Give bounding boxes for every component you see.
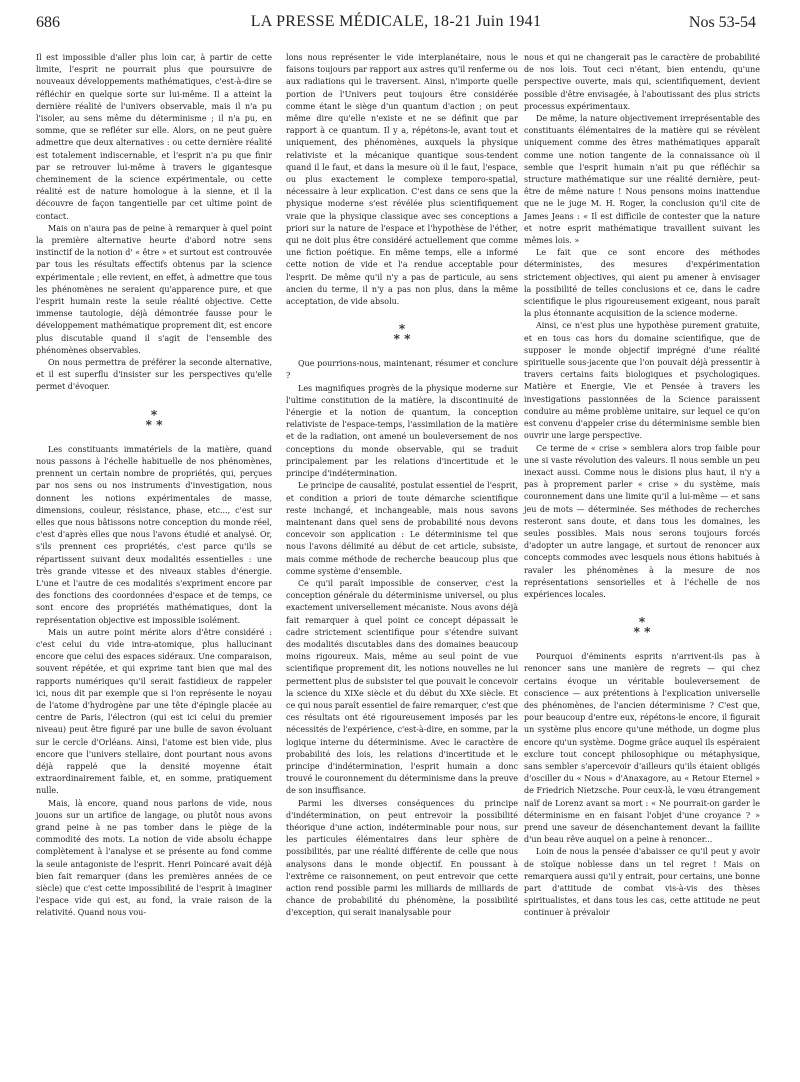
column-1 bbox=[36, 52, 272, 920]
section-separator: * * * bbox=[393, 322, 411, 347]
paragraph: Mais on n'aura pas de peine à remarquer à quel point la première alternative heurte d'abord notre sens instinctif de la notion d' « être » et surtout est controuvée par tous les résultats effectifs obtenus par la science expérimentale ; elle revient, en effet, à admettre que tous les phénomènes ne seraient qu'apparence pure, et que l'esprit humain reste la seule réalité objective. Cette immense tautologie, déjà démontrée fausse pour le développement mathématique proprement dit, est encore plus discutable quand il s'agit de l'ensemble des phénomènes observables. bbox=[36, 223, 272, 355]
paragraph: On nous permettra de préférer la seconde alternative, et il est superflu d'insister sur les perspectives qu'elle permet d'évoquer. bbox=[36, 358, 272, 392]
paragraph: Il est impossible d'aller plus loin car, à partir de cette limite, l'esprit ne pourrait plus que poursuivre de nouveaux développements mathématiques, c'est-à-dire se réfléchir en quelque sorte sur lui-même. Il a atteint la dernière réalité de l'univers observable, mais il n'a pu l'isoler, au sens même du déterminisme ; il n'a pu, en somme, que se refléter sur elle. Alors, on ne peut guère admettre que deux alternatives : ou cette dernière réalité est totalement indiscernable, et l'esprit n'a pu que finir par se retrouver lui-même à travers le gigantesque cheminement de la science expérimentale, ou cette réalité est de nature homologue à la sienne, et il la découvre de façon tangentielle par cet ultime point de contact. bbox=[36, 53, 272, 221]
journal-title: LA PRESSE MÉDICALE, 18-21 Juin 1941 bbox=[250, 13, 542, 30]
paragraph: Les constituants immatériels de la matière, quand nous passons à l'échelle habituelle de nos phénomènes, prennent un certain nombre de propriétés, qui, perçues par nos sens ou nos instruments d'investigation, nous donnent les notions expérimentales de masse, dimensions, couleur, résistance, phase, etc..., c'est sur elles que nous bâtissons notre conception du monde réel, c'est d'après elles que nous l'avons étudié et analysé. Or, s'ils prennent ces propriétés, c'est parce qu'ils se répartissent suivant deux modalités essentielles : une très grande vitesse et des niveaux stables d'énergie. L'une et l'autre de ces modalités s'expriment encore par des fonctions des coordonnées d'espace et de temps, ce sont encore des propriétés mathématiques, dont la représentation objective est impossible isolément. bbox=[36, 444, 272, 625]
paragraph: Le fait que ce sont encore des méthodes déterministes, des mesures d'expérimentation strictement objectives, qui aient pu amener à envisager la possibilité de telles conclusions et ce, dans le cadre scientifique le plus rigoureusement exigeant, nous paraît la plus étonnante acquisition de la science moderne. bbox=[524, 248, 760, 319]
paragraph: Ce qu'il paraît impossible de conserver, c'est la conception générale du déterminisme universel, ou plus exactement universellement mécaniste. Nous avons déjà fait remarquer à quel point ce concept dépassait le cadre strictement scientifique pour s'étendre suivant des modalités discutables dans des domaines beaucoup moins rigoureux. Mais, même au seul point de vue scientifique proprement dit, les notions nouvelles ne lui permettent plus de subsister tel que pouvait le concevoir la science du XIXe siècle et du début du XXe siècle. Et ce qui nous paraît essentiel de faire remarquer, c'est que ces résultats ont été rigoureusement imposés par les nécessités de l'expérience, c'est-à-dire, en somme, par la logique interne du déterminisme. Avec le caractère de probabilité des lois, les relations d'incertitude et le principe d'indétermination, l'esprit humain a donc trouvé le couronnement du déterminisme dans la preuve de son insuffisance. bbox=[286, 578, 518, 796]
paragraph: Pourquoi d'éminents esprits n'arrivent-ils pas à renoncer sans une manière de regrets — qui chez certains évoque un véritable bouleversement de conscience — aux prétentions à l'explication universelle des phénomènes, de l'ancien déterminisme ? C'est que, pour beaucoup d'entre eux, répétons-le encore, il figurait un système plus encore qu'une méthode, un dogme plus encore qu'un système. Dogme grâce auquel ils espéraient exclure tout concept philosophique ou métaphysique, sans sembler s'apercevoir d'ailleurs qu'ils étaient obligés d'osciller du « Nous » d'Anaxagore, au « Retour Eternel » de Friedrich Nietzsche. Pour ceux-là, le vœu étrangement naïf de Lorenz avant sa mort : « Ne pourrait-on garder le déterminisme en en faisant l'objet d'une croyance ? » prend une saveur de désenchantement devant la faillite d'un beau rêve auquel on a peine à renoncer... bbox=[524, 652, 760, 845]
column-2 bbox=[286, 52, 518, 920]
paragraph: Ainsi, ce n'est plus une hypothèse purement gratuite, et en tous cas hors du domaine scientifique, que de supposer le monde objectif imprégné d'une réalité spirituelle sous-jacente que l'on pouvait déjà pressentir à travers certains faits biologiques et psychologiques. Matière et Energie, Vie et Pensée à travers les investigations passionnées de la Science paraissent conduire au même problème unitaire, sur lequel ce qu'on est convenu d'appeler crise du déterminisme semble bien ouvrir une large perspective. bbox=[524, 321, 760, 441]
section-separator: * * * bbox=[633, 615, 651, 640]
issue-number: Nos 53-54 bbox=[688, 14, 756, 31]
column-3 bbox=[524, 52, 760, 920]
paragraph: Parmi les diverses conséquences du principe d'indétermination, on peut entrevoir la possibilité théorique d'une action, indéterminable pour nous, sur les particules élémentaires dans leur sphère de possibilités, par une réalité différente de celle que nous analysons dans le monde objectif. En poussant à l'extrême ce raisonnement, on peut entrevoir que cette action rend possible parmi les milliards de milliards de chance de probabilité du phénomène, la possibilité d'exception, qui serait inanalysable pour bbox=[286, 798, 518, 918]
paragraph: nous et qui ne changerait pas le caractère de probabilité de nos lois. Tout ceci n'étant, bien entendu, qu'une perspective ouverte, mais qui, scientifiquement, devient possible d'être envisagée, à l'aboutissant des plus stricts processus expérimentaux. bbox=[524, 53, 760, 111]
paragraph: Ce terme de « crise » semblera alors trop faible pour une si vaste révolution des valeurs. Il nous semble un peu inexact aussi. Comme nous le disions plus haut, il n'y a pas à proprement parler « crise » du système, mais couronnement dans une limite qu'il a lui-même — et sans jeu de mots — déterminée. Ses méthodes de recherches resteront sans doute, et dans tous les domaines, les seules possibles. Mais nous serons toujours forcés d'adopter un autre langage, et surtout de renoncer aux concepts commodes avec lesquels nous étions habitués à ravaler les phénomènes à la mesure de nos représentations sensorielles et à l'échelle de nos expériences locales. bbox=[524, 443, 760, 599]
paragraph: Loin de nous la pensée d'abaisser ce qu'il peut y avoir de stoïque noblesse dans un tel regret ! Mais on remarquera aussi qu'il y entrait, pour certains, une bonne part d'attitude de combat vis-à-vis des thèses spiritualistes, et dans tous les cas, cette attitude ne peut continuer à prévaloir bbox=[524, 847, 760, 918]
section-separator: * * * bbox=[145, 407, 163, 432]
paragraph: Les magnifiques progrès de la physique moderne sur l'ultime constitution de la matière, la discontinuité de l'énergie et la notion de quantum, la conception relativiste de l'espace-temps, l'assimilation de la matière et de la radiation, ont amené un bouleversement de nos conceptions du monde observable, qui se traduit principalement par les relations d'incertitude et le principe d'indétermination. bbox=[286, 383, 518, 479]
paragraph: Le principe de causalité, postulat essentiel de l'esprit, et condition a priori de toute démarche scientifique reste inchangé, et inchangeable, mais nous savons maintenant dans quel sens de probabilité nous devons concevoir son application : Le déterminisme tel que nous l'avons délimité au début de cet article, subsiste, mais comme méthode de recherche beaucoup plus que comme système d'ensemble. bbox=[286, 481, 518, 576]
page-number: 686 bbox=[36, 14, 60, 31]
paragraph: Mais un autre point mérite alors d'être considéré : c'est celui du vide intra-atomique, plus hallucinant encore que celui des espaces sidéraux. Une comparaison, souvent répétée, et qui exprime tant bien que mal des rapports numériques qu'il serait fastidieux de rappeler ici, nous dit par exemple que si l'on représente le noyau de l'atome d'hydrogène par une tête d'épingle placée au centre de Paris, l'électron (qui est ici celui du premier niveau) peut être figuré par une bulle de savon évoluant sur le cercle d'Orléans. Ainsi, l'atome est bien vide, plus encore que l'univers stellaire, dont pourtant nous avons déjà rappelé que la densité moyenne était extraordinairement faible, et, en somme, pratiquement nulle. bbox=[36, 627, 272, 796]
paragraph: Que pourrions-nous, maintenant, résumer et conclure ? bbox=[286, 359, 518, 381]
paragraph: De même, la nature objectivement irreprésentable des constituants élémentaires de la matière qui se révèlent uniquement comme des êtres mathématiques apparaît comme une notion tangente de la connaissance où il semble que l'esprit humain n'ait pu que réfléchir sa structure mathématique sur une réalité dernière, peut-être de même nature ! Nous pensons moins inattendue que ne le juge M. H. Roger, la conclusion qu'il cite de James Jeans : « Il est difficile de contester que la nature et notre esprit mathématique travaillent suivant les mêmes lois. » bbox=[524, 114, 760, 246]
paragraph: lons nous représenter le vide interplanétaire, nous le faisons toujours par rapport aux astres qu'il renferme ou aux radiations qui le traversent. Ainsi, n'importe quelle portion de l'Univers peut toujours être considérée comme étant le siège d'un quantum d'action ; on peut même dire qu'elle n'existe et ne se définit que par rapport à ce quantum. Il y a, répétons-le, avant tout et uniquement, des phénomènes, auxquels la physique relativiste et la mécanique quantique sous-tendent quand il le faut, et dans la mesure où il le faut, l'espace, ou plus exactement le complexe temporo-spatial, nécessaire à leur explication. C'est dans ce sens que la physique moderne s'est révélée plus scientifiquement vraie que la physique classique avec ses conceptions a priori sur la nature de l'espace et l'hypothèse de l'éther, qui ne doit plus être considéré actuellement que comme une fiction poétique. En même temps, elle a informé cette notion de vide et l'a rendue acceptable pour l'esprit. De même qu'il n'y a pas de particule, au sens ancien du terme, il n'y a pas non plus, dans la même acceptation, de vide absolu. bbox=[286, 53, 518, 307]
running-header bbox=[36, 12, 756, 32]
paragraph: Mais, là encore, quand nous parlons de vide, nous jouons sur un artifice de langage, ou plutôt nous avons grand peine à ne pas tomber dans le piège de la commodité des mots. La notion de vide absolu échappe complètement à l'analyse et se présente au fond comme la seule antagoniste de l'esprit. Henri Poincaré avait déjà bien fait remarquer (dans les premières années de ce siècle) que c'est cette impossibilité de l'esprit à imaginer l'espace vide qui est, au fond, la vraie raison de la relativité. Quand nous vou- bbox=[36, 798, 272, 918]
